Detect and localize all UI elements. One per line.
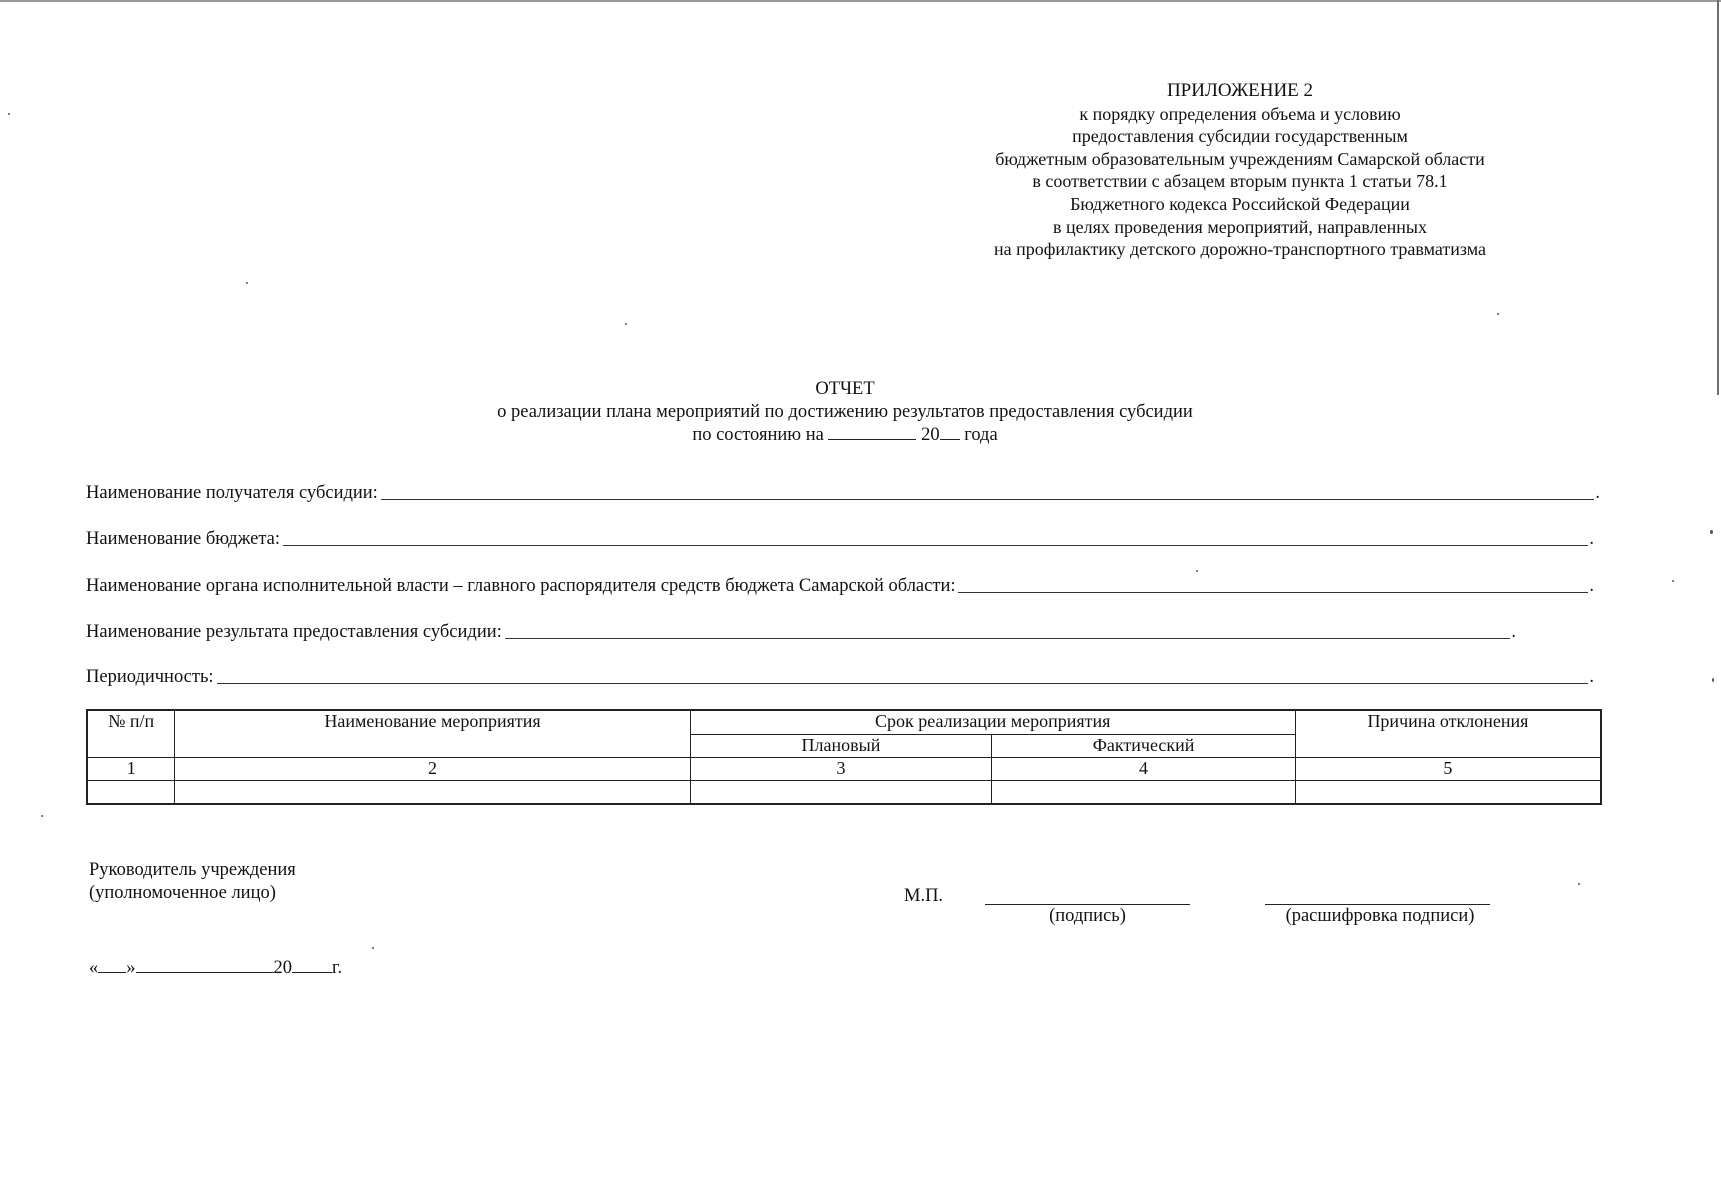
column-number: 5: [1295, 758, 1601, 781]
scan-speck: [1710, 530, 1713, 534]
as-of-prefix: по состоянию на: [692, 425, 824, 445]
field-periodicity: Периодичность: .: [86, 667, 1594, 687]
events-table: [86, 709, 1602, 805]
date-day-blank[interactable]: [98, 956, 126, 973]
field-periodicity-line[interactable]: [217, 682, 1589, 684]
column-number: 1: [87, 758, 175, 781]
table-cell[interactable]: [690, 781, 992, 805]
column-number: 3: [690, 758, 992, 781]
table-row: [87, 781, 1601, 805]
date-year-prefix: 20: [273, 958, 292, 978]
table-header-row: [87, 710, 1601, 735]
scan-speck: [1712, 678, 1714, 682]
as-of-suffix: года: [964, 425, 998, 445]
scan-speck: [1672, 580, 1674, 582]
date-close-quote: »: [126, 958, 136, 978]
scan-speck: [372, 947, 374, 949]
appendix-line: к порядку определения объема и условию: [1079, 103, 1401, 124]
scan-speck: [1578, 883, 1580, 885]
head-of-institution: [89, 859, 296, 905]
date-year-suffix: г.: [332, 958, 343, 978]
table-cell[interactable]: [992, 781, 1296, 805]
signature-decode-caption: (расшифровка подписи): [1285, 906, 1475, 926]
field-budget-line[interactable]: [283, 544, 1588, 546]
date-month-blank[interactable]: [136, 956, 274, 973]
date-row: [89, 956, 342, 979]
appendix-line: в соответствии с абзацем вторым пункта 1 статьи 78.1: [1032, 171, 1448, 192]
table-cell[interactable]: [87, 781, 175, 805]
report-as-of: [250, 423, 1440, 447]
scan-speck: [625, 323, 627, 325]
header-event: Наименование мероприятия: [175, 710, 690, 758]
scan-edge-top: [0, 0, 1721, 2]
report-heading: [250, 378, 1440, 447]
as-of-year-blank[interactable]: [940, 423, 960, 440]
date-year-blank[interactable]: [292, 956, 332, 973]
field-label: Наименование органа исполнительной власти – главного распорядителя средств бюджета Самарской области:: [86, 576, 956, 596]
report-subtitle: о реализации плана мероприятий по достижению результатов предоставления субсидии: [497, 401, 1193, 422]
scan-speck: [41, 815, 43, 817]
report-title: ОТЧЕТ: [815, 379, 875, 399]
signature-decode-line[interactable]: [1265, 904, 1490, 905]
head-line-1: Руководитель учреждения: [89, 860, 296, 880]
scan-speck: [1196, 570, 1198, 572]
appendix-line: в целях проведения мероприятий, направленных: [1052, 216, 1427, 237]
column-number: 4: [992, 758, 1296, 781]
appendix-title: ПРИЛОЖЕНИЕ 2: [1166, 80, 1314, 101]
field-authority-line[interactable]: [958, 591, 1588, 593]
field-recipient-line[interactable]: [381, 498, 1595, 500]
appendix-line: Бюджетного кодекса Российской Федерации: [1070, 193, 1410, 214]
header-actual: Фактический: [992, 735, 1296, 758]
as-of-year: 20: [921, 425, 940, 445]
header-num: № п/п: [87, 710, 175, 758]
table-cell[interactable]: [175, 781, 690, 805]
header-reason: Причина отклонения: [1295, 710, 1601, 758]
scan-edge-right: [1717, 0, 1719, 395]
signature-line[interactable]: [985, 904, 1190, 905]
appendix-line: предоставления субсидии государственным: [1072, 126, 1408, 147]
field-budget: Наименование бюджета: .: [86, 529, 1594, 549]
field-authority: Наименование органа исполнительной власти – главного распорядителя средств бюджета Самарской области: .: [86, 576, 1594, 596]
appendix-block: [940, 80, 1540, 261]
appendix-line: бюджетным образовательным учреждениям Самарской области: [995, 148, 1485, 169]
signature-caption: (подпись): [1049, 906, 1126, 926]
header-term: Срок реализации мероприятия: [690, 710, 1295, 735]
table-cell[interactable]: [1295, 781, 1601, 805]
table-column-numbers-row: [87, 758, 1601, 781]
as-of-date-blank[interactable]: [828, 423, 916, 440]
head-line-2: (уполномоченное лицо): [89, 883, 276, 903]
scan-speck: [246, 282, 248, 284]
field-result-line[interactable]: [505, 637, 1511, 639]
field-label: Наименование получателя субсидии:: [86, 483, 378, 503]
header-planned: Плановый: [690, 735, 992, 758]
field-result: Наименование результата предоставления субсидии: .: [86, 622, 1516, 642]
scan-speck: [1497, 313, 1499, 315]
stamp-place: М.П.: [904, 886, 944, 906]
field-label: Периодичность:: [86, 667, 214, 687]
scan-speck: [8, 113, 10, 115]
field-recipient: Наименование получателя субсидии: .: [86, 483, 1600, 503]
column-number: 2: [175, 758, 690, 781]
field-label: Наименование бюджета:: [86, 529, 280, 549]
date-open-quote: «: [89, 958, 99, 978]
field-label: Наименование результата предоставления субсидии:: [86, 622, 502, 642]
appendix-line: на профилактику детского дорожно-транспортного травматизма: [994, 239, 1486, 260]
